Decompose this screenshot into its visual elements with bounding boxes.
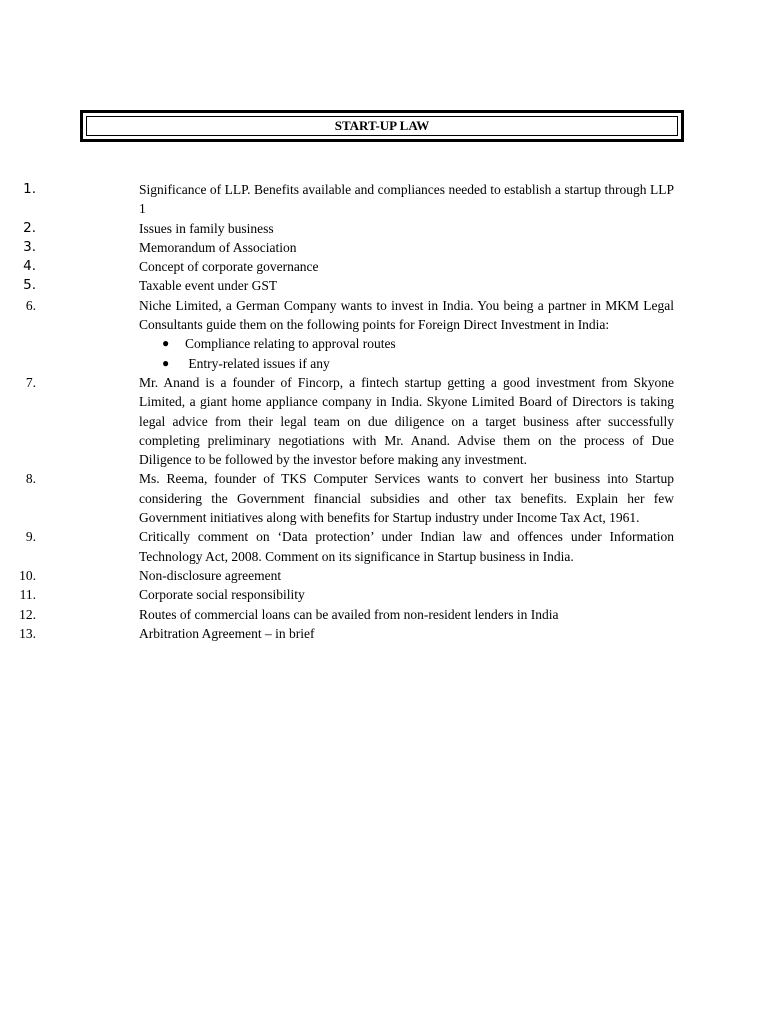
item-text: Taxable event under GST bbox=[139, 278, 278, 294]
list-item-11 bbox=[0, 585, 674, 604]
list-item-3 bbox=[0, 238, 674, 257]
list-item-7 bbox=[0, 373, 674, 469]
list-item-4 bbox=[0, 257, 674, 276]
bullet-text: Compliance relating to approval routes bbox=[185, 336, 396, 352]
list-item-13 bbox=[0, 624, 674, 643]
item-text: Non-disclosure agreement bbox=[139, 567, 282, 583]
bullet-text: Entry-related issues if any bbox=[185, 355, 330, 371]
list-item-2 bbox=[0, 219, 674, 238]
item-number: 10. bbox=[19, 567, 36, 583]
item-number: 2. bbox=[23, 219, 36, 236]
bullet-dot-icon: ● bbox=[162, 336, 170, 351]
item-number: 12. bbox=[19, 606, 36, 622]
list-item-6 bbox=[0, 296, 674, 373]
item-number: 6. bbox=[25, 297, 36, 313]
list-item-5 bbox=[0, 276, 674, 295]
bullet-item bbox=[139, 334, 674, 353]
item-text: Issues in family business bbox=[139, 220, 274, 236]
sub-bullet-list bbox=[139, 334, 674, 373]
item-number: 3. bbox=[23, 238, 36, 255]
title-box bbox=[80, 110, 684, 142]
list-item-1 bbox=[0, 180, 674, 219]
item-text: Concept of corporate governance bbox=[139, 259, 319, 275]
item-text: Memorandum of Association bbox=[139, 239, 297, 255]
item-number: 9. bbox=[25, 529, 36, 545]
list-item-10 bbox=[0, 566, 674, 585]
item-number: 7. bbox=[25, 374, 36, 390]
item-number: 5. bbox=[23, 277, 36, 294]
item-text: Critically comment on ‘Data protection’ under Indian law and offences under Information Technology Act, 2008. Comment on its significance in Startup business in India. bbox=[139, 529, 674, 564]
item-text: Corporate social responsibility bbox=[139, 587, 305, 603]
item-text: Mr. Anand is a founder of Fincorp, a fintech startup getting a good investment from Skyone Limited, a giant home appliance company in India. Skyone Limited Board of Directors is taking legal advice from their legal team on due diligence on a target business after successfully completing preliminary negotiations with Mr. Anand. Advise them on the process of Due Diligence to be followed by the investor before making any investment. bbox=[139, 374, 674, 468]
item-text: Routes of commercial loans can be availed from non-resident lenders in India bbox=[139, 606, 559, 622]
list-item-8 bbox=[0, 469, 674, 527]
item-number: 1. bbox=[23, 181, 36, 197]
item-number: 11. bbox=[19, 587, 36, 603]
bullet-item bbox=[139, 354, 674, 373]
list-item-12 bbox=[0, 605, 674, 624]
item-text: Arbitration Agreement – in brief bbox=[139, 625, 315, 641]
item-number: 4. bbox=[23, 258, 36, 275]
item-text: Niche Limited, a German Company wants to invest in India. You being a partner in MKM Legal Consultants guide them on the following points for Foreign Direct Investment in India: bbox=[139, 297, 674, 333]
question-list bbox=[0, 180, 768, 643]
item-number: 8. bbox=[25, 471, 36, 487]
item-text: Significance of LLP. Benefits available and compliances needed to establish a startup through LLP 1 bbox=[139, 182, 674, 217]
list-item-9 bbox=[0, 527, 674, 566]
bullet-dot-icon: ● bbox=[162, 355, 170, 370]
item-text: Ms. Reema, founder of TKS Computer Services wants to convert her business into Startup considering the Government financial subsidies and other tax benefits. Explain her few Government initiatives along with benefits for Startup industry under Income Tax Act, 1961. bbox=[139, 471, 674, 526]
page-title: START-UP LAW bbox=[86, 116, 678, 136]
item-number: 13. bbox=[19, 625, 36, 641]
